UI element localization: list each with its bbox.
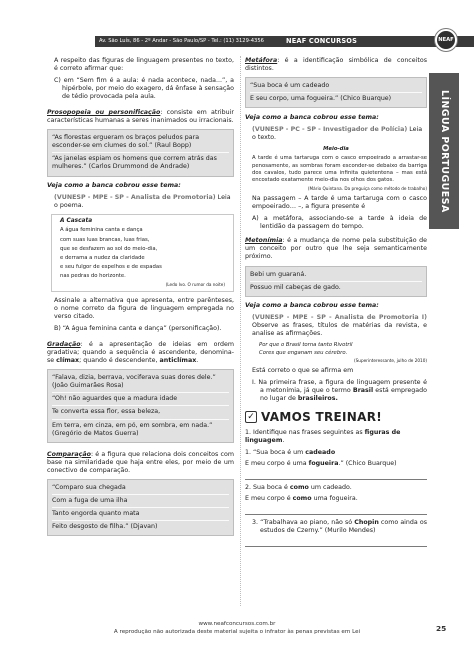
example-item: “Comparo sua chegada: [52, 482, 229, 495]
left-column: [47, 57, 234, 541]
footer-url: www.neafconcursos.com.br: [198, 621, 276, 627]
question-text: Assinale a alternativa que apresenta, entre parênteses, o nome correto da figura de linguagem empregada no verso citado.: [54, 296, 234, 321]
example-item: E seu corpo, uma fogueira.” (Chico Buarque): [250, 95, 392, 103]
example-item: Em terra, em cinza, em pó, em sombra, em nada.” (Gregório de Matos Guerra): [52, 421, 213, 437]
right-column: [245, 57, 427, 551]
example-item: Possuo mil cabeças de gado.: [250, 283, 341, 291]
question-source-2: (VUNESP - PC - SP - Investigador de Polícia): [252, 126, 408, 134]
column-divider: [240, 56, 241, 606]
answer-line-3[interactable]: [245, 537, 427, 547]
gradacao-term: Gradação: [47, 341, 81, 349]
header-address: Av. São Luís, 86 - 2º Andar - São Paulo/SP - Tel.: (11) 3129-4356: [99, 38, 264, 45]
poem-source: (Ledo Ivo. O rumor da noite): [165, 282, 225, 288]
question-text-2: Na passagem – A tarde é uma tartaruga com o casco empoeirado… –, a figura presente é: [252, 195, 427, 211]
comparacao-term: Comparação: [47, 450, 91, 458]
example-item: Tanto engorda quanto mata: [52, 508, 229, 521]
answer-i: I. Na primeira frase, a figura de linguagem presente é a metonímia, já que o termo Brasil está empregado no lugar de brasileiros.: [252, 379, 428, 403]
neaf-logo: NEAF: [435, 29, 457, 51]
prosopopeia-term: Prosopopeia ou personificação: [47, 109, 161, 117]
poem-line: nas pedras do horizonte.: [60, 273, 126, 280]
question-header-2: (VUNESP - PC - SP - Investigador de Polícia) Leia o texto.: [252, 126, 423, 142]
question-source: (VUNESP - MPE - SP - Analista de Promotoria): [54, 193, 216, 201]
example-item: Te converta essa flor, essa beleza,: [52, 406, 229, 419]
side-tab-lingua-portuguesa: [429, 73, 459, 229]
poem-line: que se desfazem ao sol do meio-dia,: [60, 245, 158, 252]
example-item: “As janelas espiam os homens que correm atrás das mulheres.” (Carlos Drummond de Andrade): [52, 155, 217, 171]
option-c: C) em “Sem fim é a aula: é nada acontece, nada...”, a hipérbole, por meio do exagero, dá ênfase à sensação de tédio provocada pela aula.: [54, 77, 234, 101]
checkbox-check-icon: ✓: [245, 411, 257, 423]
banca-heading: Veja como a banca cobrou esse tema:: [47, 181, 181, 189]
side-tab-label: LÍNGUA PORTUGUESA: [439, 89, 451, 213]
example-item: “Oh! não aguardes que a madura idade: [52, 393, 229, 406]
text-body-meio-dia: A tarde é uma tartaruga com o casco empoeirado a arrastar-se penosamente, as sombras foram esconder-se debaixo da barriga dos cavalos, tudo parece uma infinita quietentena – mas está encostado exatamente meio-dia nos olhos dos gatos.: [252, 155, 427, 183]
gradacao-definition: Gradação: é a apresentação de ideias em ordem gradativa; quando a sequência é ascendente, denomina-se clímax; quando é descendente, anticlímax.: [47, 341, 234, 365]
poem-line: A água feminina canta e dança: [60, 227, 143, 234]
text-title-meio-dia: Meio-dia: [323, 146, 349, 153]
exercise-2-line-a: 2. Sua boca é como um cadeado.: [245, 484, 352, 492]
quote-2: Cores que enganam seu cérebro.: [259, 349, 348, 356]
text-source-meio-dia: (Mário Quintana. Da preguiça como método de trabalho): [307, 185, 427, 191]
metonimia-term: Metonímia: [245, 237, 283, 245]
poem-line: e seu fulgor de espelhos e de espadas: [60, 264, 162, 271]
metafora-term: Metáfora: [245, 57, 278, 64]
comparacao-definition: Comparação: é a figura que relaciona dois conceitos com base na similaridade que haja entre eles, por meio de um conectivo de comparação.: [47, 450, 234, 474]
header-bar: [95, 36, 474, 47]
answer-line-1[interactable]: [245, 470, 427, 480]
answer-a: A) a metáfora, associando-se a tarde à ideia de lentidão da passagem do tempo.: [252, 215, 427, 231]
exercise-2-line-b: E meu corpo é como uma fogueira.: [245, 495, 358, 503]
quote-1: Por que o Brasil torna tanto Rivotril: [259, 341, 353, 348]
exercise-intro: 1. Identifique nas frases seguintes as figuras de linguagem.: [245, 428, 401, 444]
metonimia-examples: [245, 266, 427, 297]
answer-line-2[interactable]: [245, 505, 427, 515]
gradacao-examples: [47, 369, 234, 442]
metonimia-definition: Metonímia: é a mudança de nome pela substituição de um conceito por outro que lhe seja semanticamente próximo.: [245, 237, 427, 261]
metafora-definition: Metáfora: é a identificação simbólica de conceitos distintos.: [245, 57, 427, 73]
comparacao-examples: [47, 479, 234, 536]
question-text-3: Está correto o que se afirma em: [252, 367, 354, 375]
question-source-3: (VUNESP - MPE - SP - Analista de Promotoria I): [252, 313, 427, 321]
answer-b: B) “A água feminina canta e dança” (personificação).: [54, 325, 222, 333]
example-item: Feito desgosto de filha.” (Djavan): [52, 522, 158, 530]
question-header-3: (VUNESP - MPE - SP - Analista de Promotoria I) Observe as frases, títulos de matérias da revista, e analise as afirmações.: [252, 313, 427, 337]
page-number: 25: [436, 624, 447, 633]
quote-source: (Superinteressante, julho de 2010): [354, 357, 427, 363]
example-item: Bebi um guaraná.: [250, 269, 422, 282]
prosopopeia-examples: [47, 129, 234, 176]
exercise-1-line-b: E meu corpo é uma fogueira.” (Chico Buarque): [245, 460, 397, 468]
header-brand: NEAF CONCURSOS: [286, 37, 358, 46]
poem-title: A Cascata: [60, 217, 93, 224]
example-item: “Sua boca é um cadeado: [250, 80, 422, 93]
poem-box: [51, 214, 234, 292]
poem-line: com suas luas brancas, luas frias,: [60, 236, 150, 243]
example-item: “Falava, dizia, berrava, vociferava suas dores dele.” (João Guimarães Rosa): [52, 372, 229, 393]
prosopopeia-definition: Prosopopeia ou personificação: consiste em atribuir características humanas a seres inanimados ou irracionais.: [47, 109, 234, 125]
poem-line: e derrama a nudez da claridade: [60, 254, 145, 261]
metafora-examples: [245, 77, 427, 108]
exercise-3: 3. “Trabalhava ao piano, não só Chopin como ainda os estudos de Czerny.” (Murilo Mendes): [252, 519, 427, 535]
footer-note: A reprodução não autorizada deste material sujeita o infrator às penas previstas em Lei: [113, 629, 361, 635]
vamos-treinar-title: VAMOS TREINAR!: [261, 409, 383, 424]
example-item: Com a fuga de uma ilha: [52, 495, 229, 508]
intro-text: A respeito das figuras de linguagem presentes no texto, é correto afirmar que:: [54, 57, 234, 73]
question-header: (VUNESP - MPE - SP - Analista de Promotoria) Leia o poema.: [54, 193, 231, 209]
vamos-treinar-heading: [245, 410, 427, 425]
exercise-1-line-a: 1. “Sua boca é um cadeado: [245, 448, 336, 456]
banca-heading-3: Veja como a banca cobrou esse tema:: [245, 301, 379, 309]
banca-heading-2: Veja como a banca cobrou esse tema:: [245, 114, 379, 122]
example-item: “As florestas ergueram os braços peludos para esconder-se em cíumes do sol.” (Raul Bopp): [52, 132, 229, 153]
